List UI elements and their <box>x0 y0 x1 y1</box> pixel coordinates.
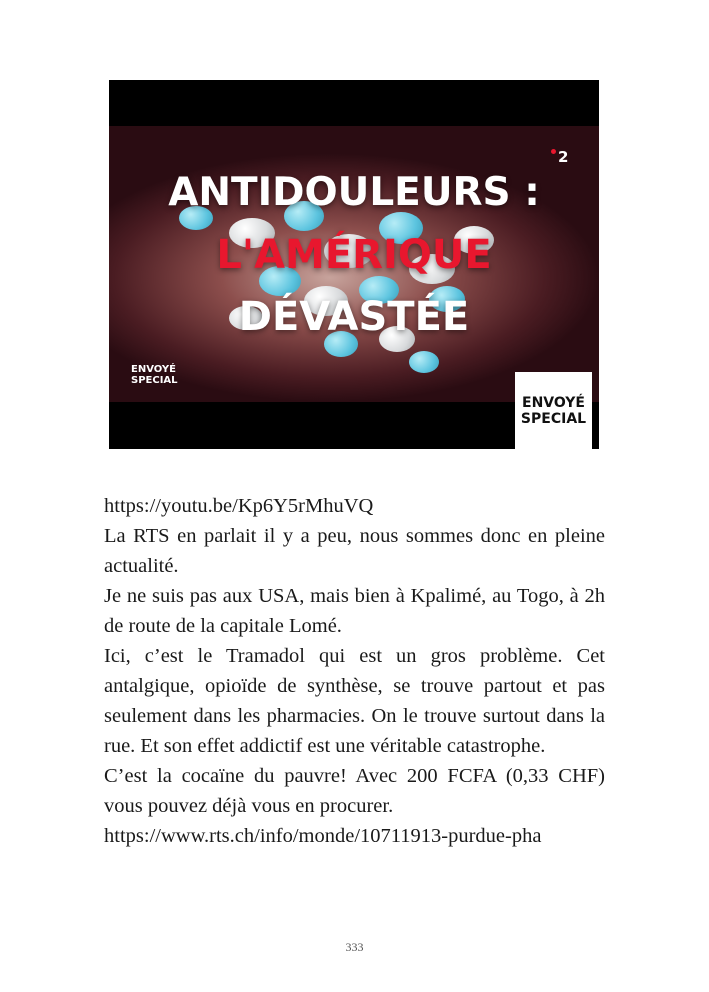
logo-small-line1: ENVOYÉ <box>131 364 176 375</box>
logo-box-line2: SPECIAL <box>520 410 587 427</box>
paragraph: C’est la cocaïne du pauvre! Avec 200 FCFA (0,33 CHF) vous pouvez déjà vous en procurer. <box>104 765 605 817</box>
paragraph: Je ne suis pas aux USA, mais bien à Kpalimé, au Togo, à 2h de route de la capitale Lomé. <box>104 585 605 637</box>
video-title-line3: DÉVASTÉE <box>238 294 470 340</box>
video-title-line2: L'AMÉRIQUE <box>216 232 492 278</box>
paragraph: Ici, c’est le Tramadol qui est un gros problème. Cet antalgique, opioïde de synthèse, se trouve partout et pas seulement dans les pharmacies. On le trouve surtout dans la rue. Et son effet addictif est une véritable catastrophe. <box>104 645 605 757</box>
youtube-link[interactable]: https://youtu.be/Kp6Y5rMhuVQ <box>104 495 374 517</box>
video-title-line1: ANTIDOULEURS : <box>168 170 540 215</box>
logo-box-line1: ENVOYÉ <box>522 394 585 411</box>
video-thumbnail[interactable] <box>109 80 599 449</box>
logo-small-line2: SPECIAL <box>131 375 178 386</box>
channel-logo: 2 <box>551 148 568 166</box>
paragraph: La RTS en parlait il y a peu, nous sommes donc en pleine actualité. <box>104 525 605 577</box>
rts-link[interactable]: https://www.rts.ch/info/monde/10711913-purdue-pha <box>104 825 542 847</box>
pills-image <box>109 126 599 427</box>
envoye-special-logo-box <box>515 372 592 449</box>
body-text <box>104 491 605 851</box>
page-number: 333 <box>345 940 364 954</box>
envoye-special-small-logo <box>131 364 178 386</box>
